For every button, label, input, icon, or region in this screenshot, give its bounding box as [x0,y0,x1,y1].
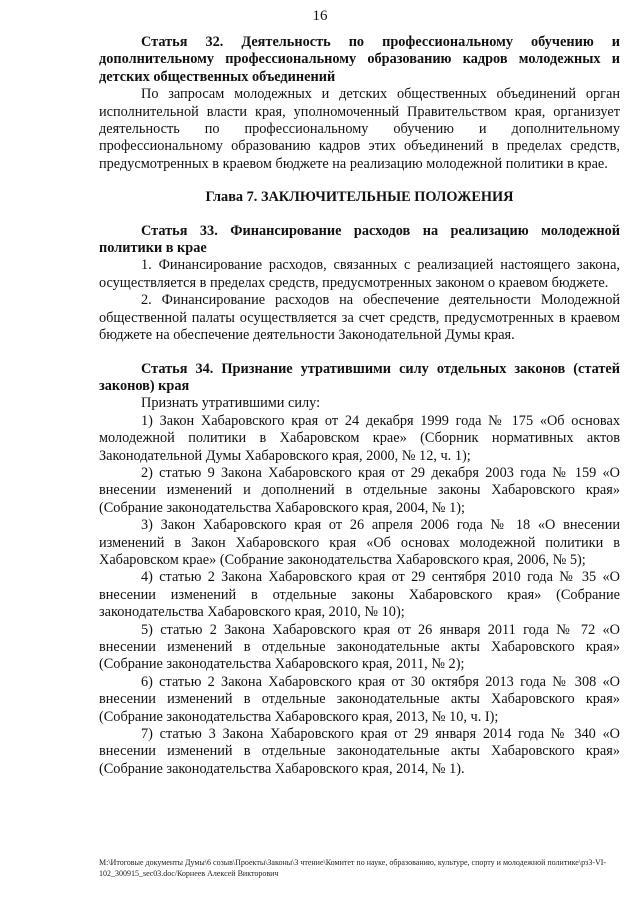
article-33-title: Статья 33. Финансирование расходов на реализацию молодежной политики в крае [99,222,620,257]
page-number: 16 [312,8,328,24]
article-34-item: 1) Закон Хабаровского края от 24 декабря 1999 года № 175 «Об основах молодежной политики в Хабаровском крае» (Сборник нормативных актов Законодательной Думы Хабаровского края, 2000, № 12, ч. 1); [99,412,620,464]
article-33-item: 1. Финансирование расходов, связанных с реализацией настоящего закона, осуществляется в пределах средств, предусмотренных законом о краевом бюджете. [99,257,620,291]
footer-file-path: M:\Итоговые документы Думы\6 созыв\Проекты\Законы\3 чтение\Комитет по науке, образованию, культуре, спорту и молодежной политике\рз3-VI-102_300915_sec03.doc/Корнеев Алексей Викторович [99,858,607,878]
article-34-intro: Признать утратившими силу: [141,395,321,412]
article-33-item: 2. Финансирование расходов на обеспечение деятельности Молодежной общественной палаты осуществляется за счет средств, предусмотренных в краевом бюджете на обеспечение деятельности Законодательной Думы края. [99,292,620,344]
article-34-item: 7) статью 3 Закона Хабаровского края от 29 января 2014 года № 340 «О внесении изменений в отдельные законодательные акты Хабаровского края» (Собрание законодательства Хабаровского края, 2014, № 1). [99,726,620,777]
article-34-item: 5) статью 2 Закона Хабаровского края от 26 января 2011 года № 72 «О внесении изменений в отдельные законодательные акты Хабаровского края» (Собрание законодательства Хабаровского края, 2011, № 2); [99,621,620,673]
article-34-item: 2) статью 9 Закона Хабаровского края от 29 декабря 2003 года № 159 «О внесении изменений и дополнений в отдельные законы Хабаровского края» (Собрание законодательства Хабаровского края, 2004, № 1); [99,464,620,516]
document-body [99,34,620,778]
article-32-title: Статья 32. Деятельность по профессиональному обучению и дополнительному профессиональному образованию кадров молодежных и детских общественных объединений [99,34,620,85]
article-34-item: 6) статью 2 Закона Хабаровского края от 30 октября 2013 года № 308 «О внесении изменений в отдельные законодательные акты Хабаровского края» (Собрание законодательства Хабаровского края, 2013, № 10, ч. I); [99,673,620,725]
article-34-title: Статья 34. Признание утратившими силу отдельных законов (статей законов) края [99,360,620,394]
chapter-7-title: Глава 7. ЗАКЛЮЧИТЕЛЬНЫЕ ПОЛОЖЕНИЯ [205,189,514,206]
article-34-item: 3) Закон Хабаровского края от 26 апреля 2006 года № 18 «О внесении изменений в Закон Хабаровского края «Об основах молодежной политики в Хабаровском крае» (Собрание законодательства Хабаровского края, 2006, № 5); [99,517,620,568]
article-34-item: 4) статью 2 Закона Хабаровского края от 29 сентября 2010 года № 35 «О внесении изменений в отдельные законы Хабаровского края» (Собрание законодательства Хабаровского края, 2010, № 10); [99,569,620,621]
article-32-body: По запросам молодежных и детских общественных объединений орган исполнительной власти края, уполномоченный Правительством края, организует деятельность по профессиональному обучению и дополнительному профессиональному образованию кадров этих объединений в пределах средств, предусмотренных в краевом бюджете на реализацию молодежной политики в крае. [99,86,620,172]
